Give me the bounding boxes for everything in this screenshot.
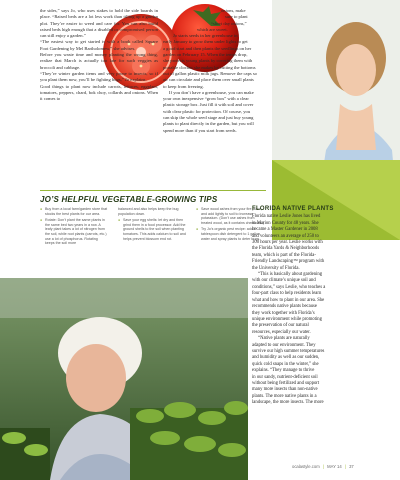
- article-column-1: [40, 8, 158, 102]
- text-line: 300 hours per year. Leslie works with: [252, 240, 323, 246]
- text-line: with clear plastic for protection. Of course, you: [163, 108, 251, 114]
- tip-item: ● Rotate: Don’t plant the same plants in the same bed two years in a row. A leafy plant takes a lot of nitrogen from the soil, while root plants (carrots, etc.) use a lot of phosphorus. Rotating keeps the soil more: [40, 218, 108, 246]
- tip-item: ● Buy from a local farm/garden store that stocks the best plants for our area.: [40, 207, 108, 216]
- text-line: four-part class to help residents learn: [252, 291, 322, 297]
- text-line: air can circulate and place them over small plants: [163, 77, 254, 83]
- text-line: survive our high summer temperatures: [252, 348, 325, 354]
- paragraph: “The easiest way to get started is with a book called Square Foot Gardening by Mel Bartholomew,” she advises.: [40, 39, 158, 51]
- text-line: without being fertilized and support: [252, 380, 320, 386]
- tip-item: ● Save wood ashes from your fire place, and add lightly to soil to increase potassium. (Don’t use ashes from treated wood, as it contains chemicals.): [196, 207, 264, 225]
- text-line: Jo starts seeds in her greenhouse in: [173, 33, 238, 39]
- text-line: many more insects than non-native: [252, 387, 318, 393]
- paragraph: Before you waste time and money planting the wrong thing, realize that March is actually too late for such veggies as broccoli and cabbage.: [40, 52, 158, 70]
- article-column-2: [163, 8, 273, 134]
- text-line: the University of Florida.: [252, 265, 300, 271]
- page-number: 37: [349, 464, 354, 469]
- text-line: recommends native plants because: [252, 304, 317, 310]
- text-line: which are sweet.: [197, 26, 228, 32]
- tip-item: ● Try Jo’s organic pest recipe: add 1 tablespoon dish detergent to 1 gallon water and spray plants to deter bugs.: [196, 227, 264, 241]
- text-line: they work together with Florida’s: [252, 310, 315, 316]
- text-line: quick cold snaps in the winter,” she: [252, 361, 319, 367]
- text-line: “This is basically about gardening: [258, 272, 323, 278]
- text-line: to keep from freezing.: [163, 83, 204, 89]
- tip-item-continued: balanced and also helps keep the bug population down.: [118, 207, 179, 216]
- text-line: early January to grow them under lights to get: [163, 39, 248, 45]
- text-line: plastic storage box. Just fill it with soil and cover: [163, 102, 254, 108]
- section-heading: FLORIDA NATIVE PLANTS: [252, 206, 334, 212]
- text-line: with our climate’s unique soil and: [252, 278, 316, 284]
- footer-site: ocalastyle.com: [292, 464, 320, 469]
- text-line: team, which is part of the Florida-: [252, 252, 316, 258]
- text-line: and humidity as well as our sudden,: [252, 355, 320, 361]
- text-line: the Florida Yards & Neighborhoods: [252, 246, 320, 252]
- text-line: adapted to our environment. They: [252, 342, 316, 348]
- text-line: in our sandy, nutrient-deficient soil: [252, 374, 318, 380]
- tips-title: JO’S HELPFUL VEGETABLE-GROWING TIPS: [40, 195, 218, 204]
- paragraph: “They’re winter garden items and very prone to insects, so if you plant them now, you’ll be fighting bugs,” Jo explains.: [40, 70, 158, 83]
- text-line: resources, especially our water.: [252, 329, 311, 335]
- text-line: your own inexpensive “grow box” with a clear: [163, 96, 249, 102]
- paragraph: Good things to plant now include carrots, lettuces, eggplant, tomatoes, peppers, chard, bok choy, collards and onions. When it comes to: [40, 83, 158, 102]
- text-line: garden on February 15. When the temps drop,: [163, 52, 248, 58]
- tips-box: [40, 190, 266, 275]
- text-line: portable cloches she makes by cutting the bottoms: [163, 64, 256, 70]
- text-line: and volunteers an average of 250 to: [252, 233, 319, 239]
- text-line: unique environment while promoting: [252, 316, 322, 322]
- paragraph: the sides,” says Jo, who uses stakes to hold the side boards in place. “Raised beds are a lot less work than tilling up a garden plot. They’re easier to weed and care for. You can also build raised beds high enough that a disabled or compromised person can still enjoy a garden.”: [40, 8, 158, 39]
- leslie-portrait-photo: [272, 0, 400, 240]
- text-line: out of gallon plastic milk jugs. Remove the caps so: [163, 70, 257, 76]
- text-line: Friendly Landscaping™ program with: [252, 259, 325, 265]
- text-line: sure to plant: [225, 14, 248, 20]
- text-line: If you don’t have a greenhouse, you can make: [169, 89, 254, 95]
- text-line: spend more than if you start from seeds.: [163, 127, 237, 133]
- footer-separator: |: [322, 464, 324, 469]
- text-line: plants to plant directly in the garden, but you will: [163, 121, 254, 127]
- text-line: plants. The more native plants in a: [252, 393, 317, 399]
- tips-column-2: [118, 207, 186, 243]
- florida-native-plants-sidebar: [252, 206, 362, 407]
- page-footer: [292, 464, 354, 469]
- text-line: the preservation of our natural: [252, 323, 309, 329]
- footer-separator: |: [344, 464, 346, 469]
- text-line: “short day onions,”: [211, 20, 247, 26]
- text-line: a good start and then plants the seedlings on her: [163, 45, 252, 51]
- text-line: can skip the whole seed stage and just buy young: [163, 115, 254, 121]
- text-line: landscape, the more insects. The more: [252, 400, 324, 406]
- text-line: in Marion County for 48 years. She: [252, 220, 319, 226]
- text-line: became a Master Gardener in 2008: [252, 227, 318, 233]
- text-line: what and how to plant in our area. She: [252, 297, 325, 303]
- tips-column-1: [40, 207, 108, 248]
- text-line: she protects young plants by covering them with: [163, 58, 253, 64]
- jo-garden-photo: [0, 278, 248, 480]
- text-line: Florida native Leslie Jones has lived: [252, 214, 321, 220]
- text-line: explains. “They manage to thrive: [252, 368, 315, 374]
- text-line: onions, make: [221, 8, 246, 13]
- footer-issue: MAY 14: [327, 464, 342, 469]
- text-line: “Native plants are naturally: [258, 336, 310, 342]
- tip-item: ● Save your egg shells: let dry and then grind them in a food processor. Add the ground shells to the soil when planting tomatoes. This adds calcium to soil and helps prevent blossom end rot.: [118, 218, 186, 241]
- text-line: conditions,” says Leslie, who teaches a: [252, 284, 326, 290]
